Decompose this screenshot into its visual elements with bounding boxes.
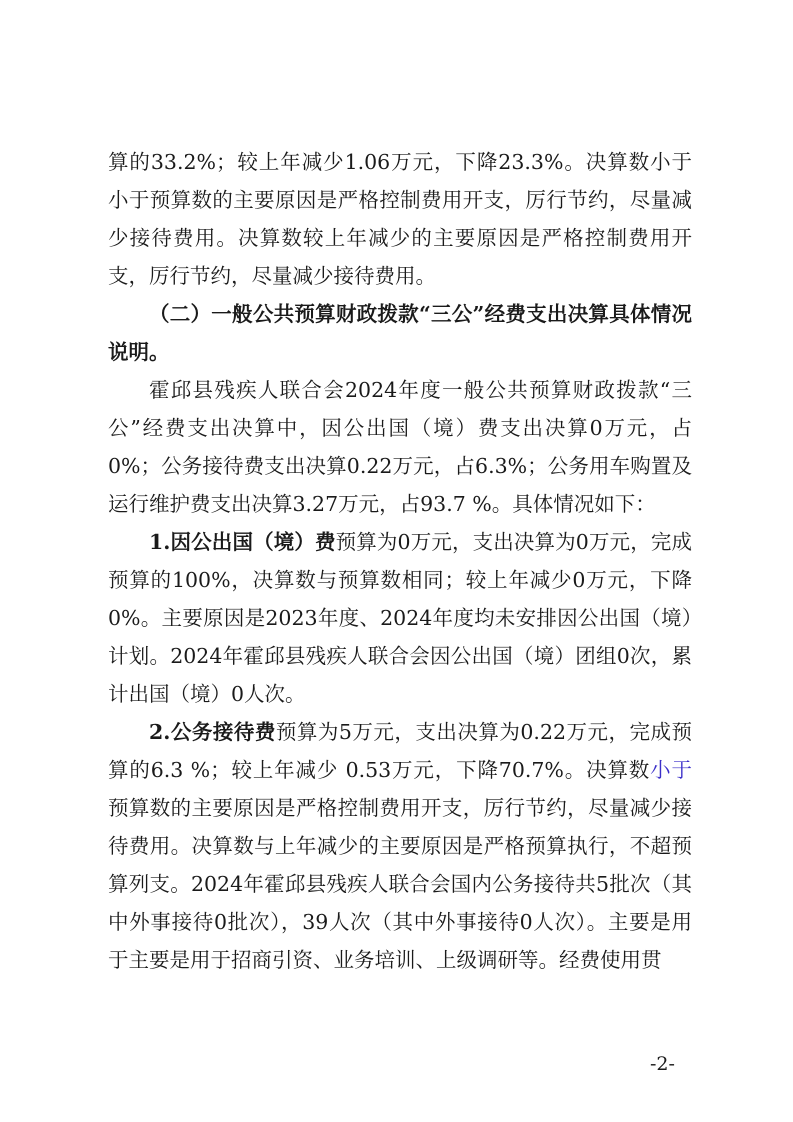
paragraph-official-reception (108, 713, 692, 979)
paragraph-text-a: 预算为5万元，支出决算为0.22万元，完成预算的6.3 %；较上年减少 0.53万元，下降70.7%。决算数 (108, 720, 693, 782)
item-heading-overseas-travel: 1.因公出国（境）费 (149, 530, 336, 554)
paragraph-reception-summary (108, 143, 692, 295)
paragraph-text: 算的33.2%；较上年减少1.06万元，下降23.3%。决算数小于小于预算数的主要原因是严格控制费用开支，厉行节约，尽量减少接待费用。决算数较上年减少的主要原因是严格控制费用开支，厉行节约，尽量减少接待费用。 (108, 150, 692, 288)
item-heading-official-reception: 2.公务接待费 (149, 720, 276, 744)
hyperlink-text[interactable]: 小于 (650, 758, 693, 782)
paragraph-overseas-travel (108, 523, 692, 713)
section-heading-three-public-expenses (108, 295, 692, 371)
page-number: -2- (650, 1053, 675, 1075)
paragraph-text-b: 预算数的主要原因是严格控制费用开支，厉行节约，尽量减少接待费用。决算数与上年减少的主要原因是严格预算执行，不超预算列支。2024年霍邱县残疾人联合会国内公务接待共5批次（其中外事接待0批次），39人次（其中外事接待0人次）。主要是用于主要是用于招商引资、业务培训、上级调研等。经费使用贯 (108, 796, 692, 972)
paragraph-overview (108, 371, 692, 523)
paragraph-text: 霍邱县残疾人联合会2024年度一般公共预算财政拨款“三公”经费支出决算中，因公出国（境）费支出决算0万元，占0%；公务接待费支出决算0.22万元，占6.3%；公务用车购置及运行维护费支出决算3.27万元，占93.7 %。具体情况如下： (108, 378, 692, 516)
paragraph-text: 预算为0万元，支出决算为0万元，完成预算的100%，决算数与预算数相同；较上年减少0万元，下降0%。主要原因是2023年度、2024年度均未安排因公出国（境）计划。2024年霍邱县残疾人联合会因公出国（境）团组0次，累计出国（境）0人次。 (108, 530, 692, 706)
section-heading-text: （二）一般公共预算财政拨款“三公”经费支出决算具体情况说明。 (108, 302, 692, 364)
